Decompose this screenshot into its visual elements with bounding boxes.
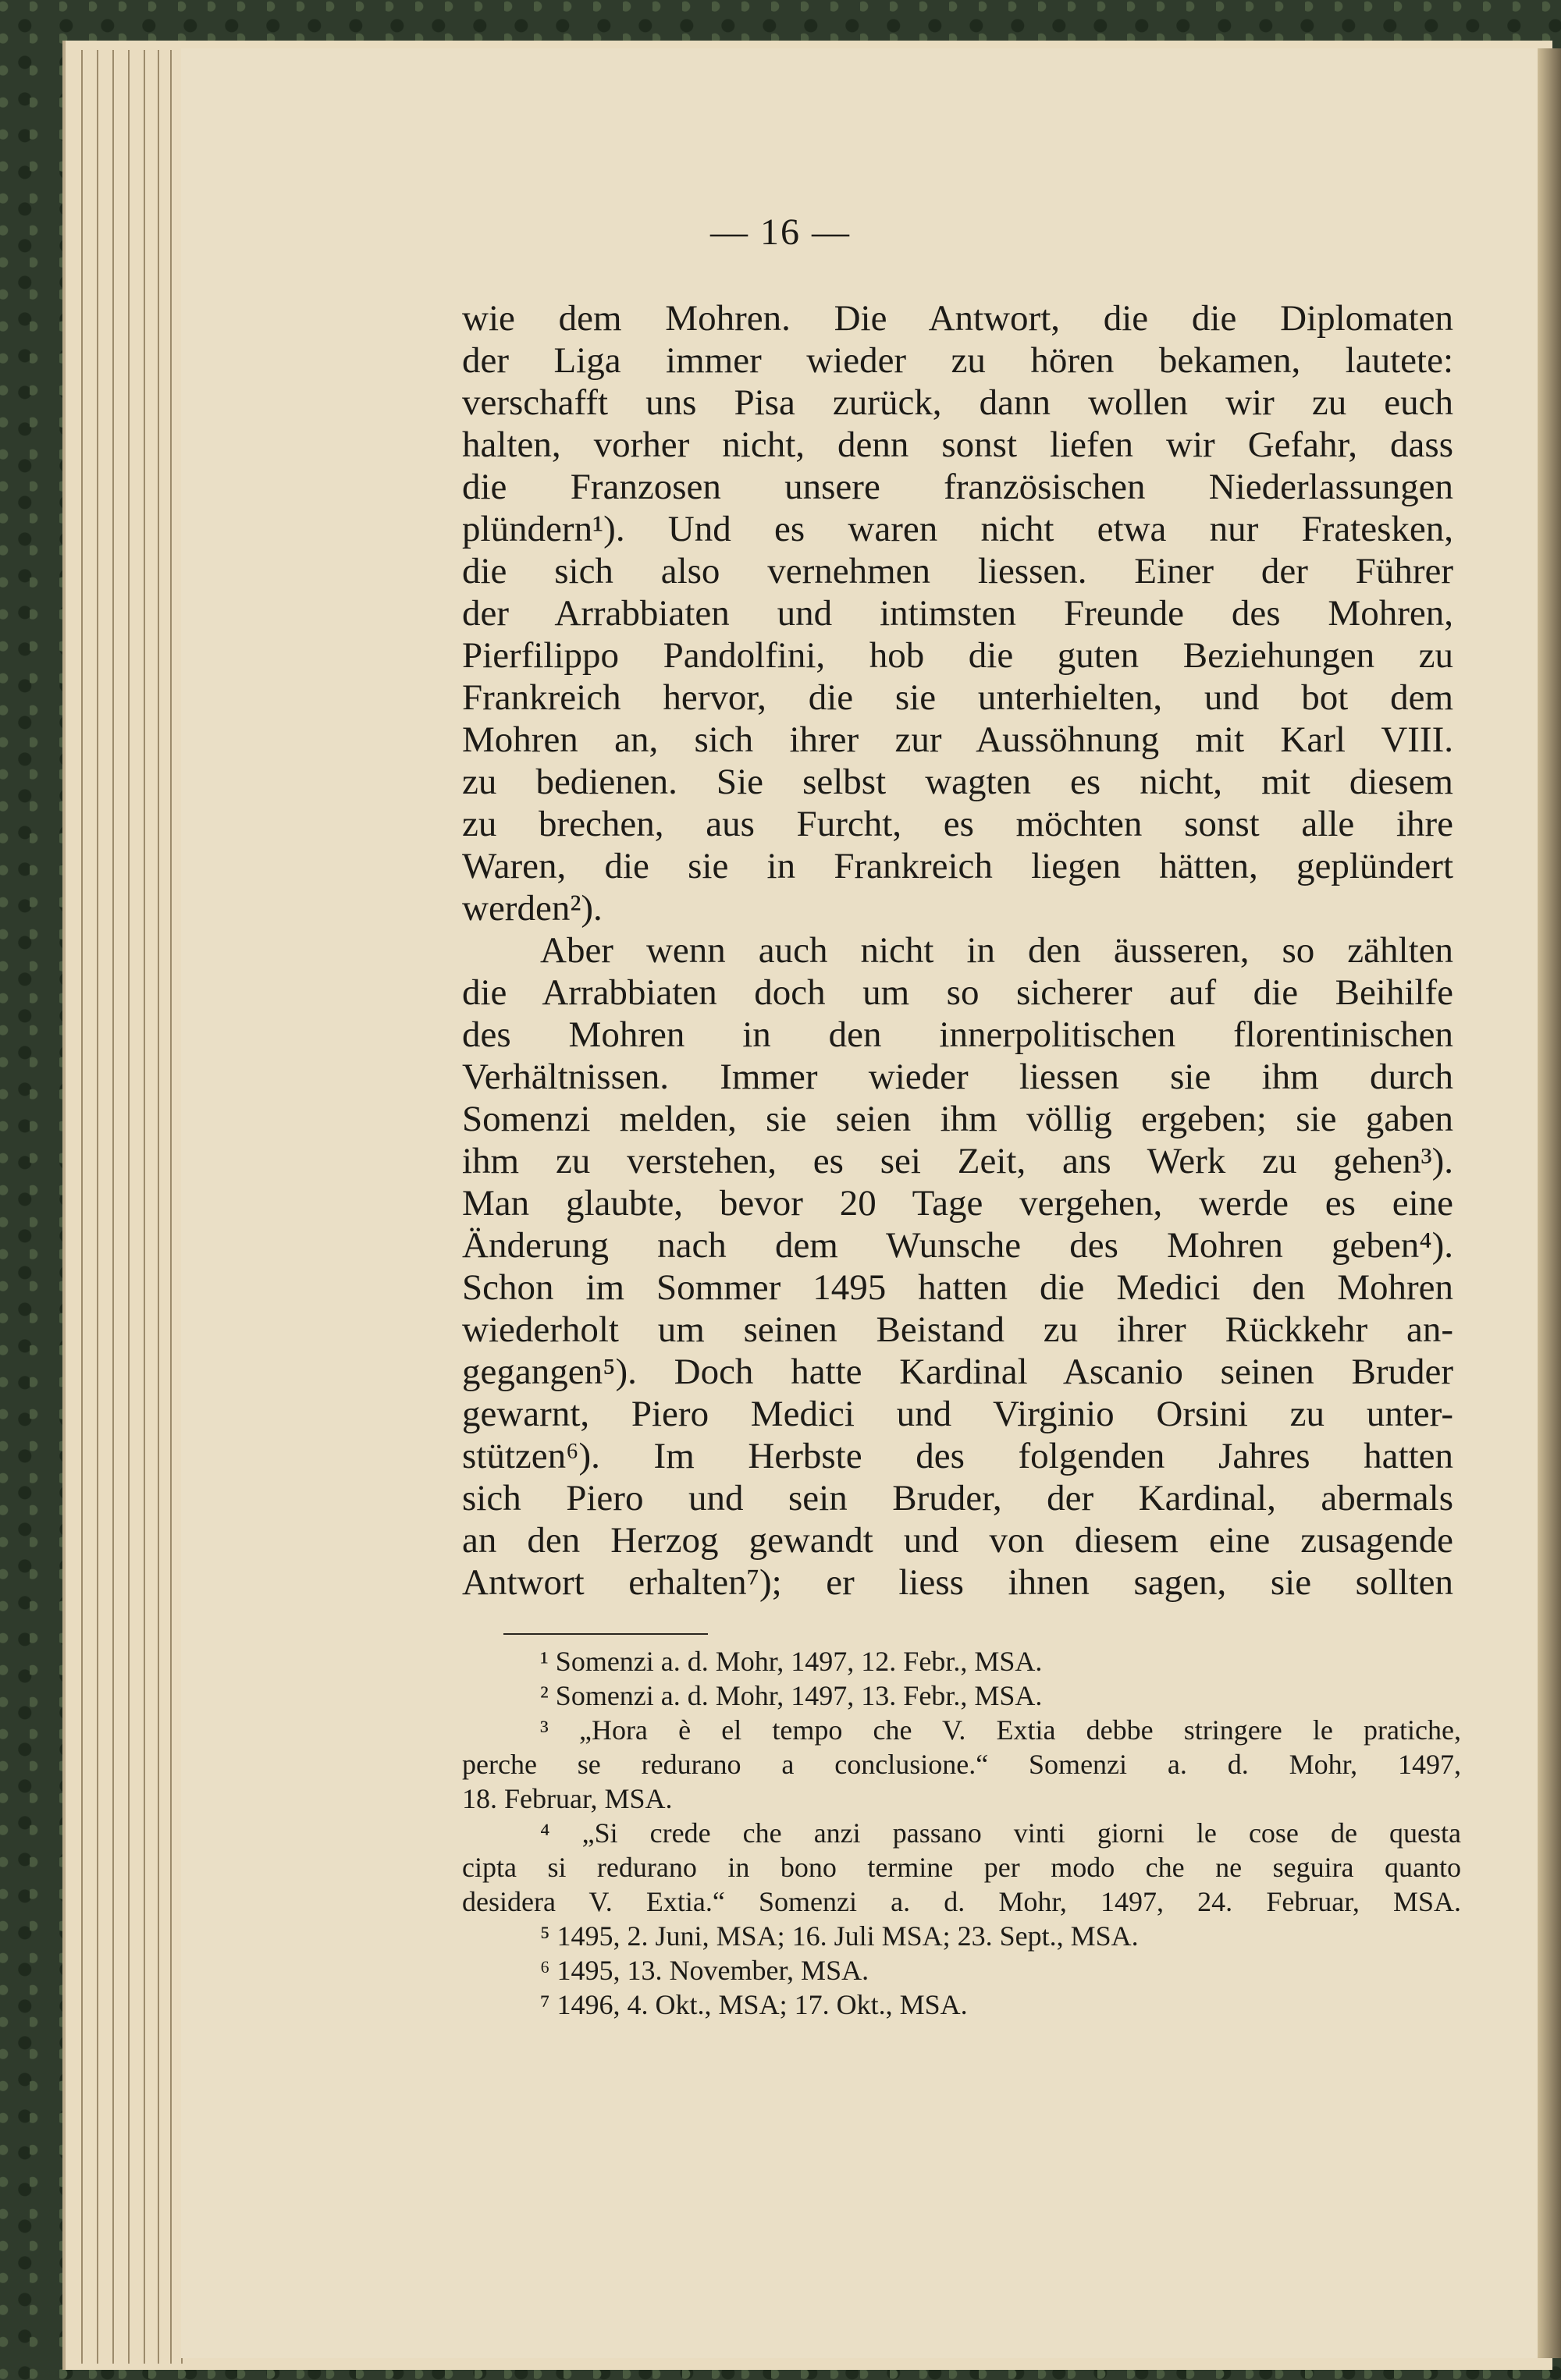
text-line: Mohren an, sich ihrer zur Aussöhnung mit Karl VIII. <box>462 719 1453 760</box>
footnote-line: ⁷ 1496, 4. Okt., MSA; 17. Okt., MSA. <box>540 1989 968 2020</box>
text-line: Verhältnissen. Immer wieder liessen sie ihm durch <box>462 1057 1453 1097</box>
text-line: die Franzosen unsere französischen Niederlassungen <box>462 467 1453 507</box>
footnote-line: desidera V. Extia.“ Somenzi a. d. Mohr, 1497, 24. Februar, MSA. <box>462 1886 1461 1917</box>
footnote-line: ¹ Somenzi a. d. Mohr, 1497, 12. Febr., MSA. <box>540 1646 1043 1677</box>
footnote-line: ² Somenzi a. d. Mohr, 1497, 13. Febr., MSA. <box>540 1680 1043 1711</box>
page-edge-line <box>112 50 114 2364</box>
text-line: Antwort erhalten⁷); er liess ihnen sagen, sie sollten <box>462 1562 1453 1603</box>
page-edge-line <box>97 50 98 2364</box>
text-line: plündern¹). Und es waren nicht etwa nur Fratesken, <box>462 509 1453 549</box>
text-line: Man glaubte, bevor 20 Tage vergehen, werde es eine <box>462 1183 1453 1224</box>
text-line: zu brechen, aus Furcht, es möchten sonst alle ihre <box>462 804 1453 844</box>
text-line: der Arrabbiaten und intimsten Freunde des Mohren, <box>462 593 1453 634</box>
main-text <box>462 297 1453 1604</box>
page-edge-line <box>81 50 83 2364</box>
text-line: an den Herzog gewandt und von diesem eine zusagende <box>462 1520 1453 1561</box>
footnote-line: ⁶ 1495, 13. November, MSA. <box>540 1955 869 1986</box>
text-line: sich Piero und sein Bruder, der Kardinal, abermals <box>462 1478 1453 1519</box>
text-line: halten, vorher nicht, denn sonst liefen wir Gefahr, dass <box>462 424 1453 465</box>
footnote-line: 18. Februar, MSA. <box>462 1783 673 1814</box>
footnote-line: ³ „Hora è el tempo che V. Extia debbe stringere le pratiche, <box>540 1714 1461 1746</box>
text-line: stützen⁶). Im Herbste des folgenden Jahres hatten <box>462 1436 1453 1476</box>
page-right-edge <box>1538 48 1561 2358</box>
text-line: Somenzi melden, sie seien ihm völlig ergeben; sie gaben <box>462 1099 1453 1139</box>
text-line: zu bedienen. Sie selbst wagten es nicht, mit diesem <box>462 762 1453 802</box>
footnote-separator <box>503 1633 708 1635</box>
text-line: ihm zu verstehen, es sei Zeit, ans Werk zu gehen³). <box>462 1141 1453 1181</box>
footnote-line: ⁵ 1495, 2. Juni, MSA; 16. Juli MSA; 23. Sept., MSA. <box>540 1920 1139 1952</box>
footnotes <box>462 1644 1461 2022</box>
text-line: die Arrabbiaten doch um so sicherer auf die Beihilfe <box>462 972 1453 1013</box>
text-line: gegangen⁵). Doch hatte Kardinal Ascanio seinen Bruder <box>462 1352 1453 1392</box>
text-line: Änderung nach dem Wunsche des Mohren geben⁴). <box>462 1225 1453 1266</box>
text-line: Pierfilippo Pandolfini, hob die guten Beziehungen zu <box>462 635 1453 676</box>
text-line: Schon im Sommer 1495 hatten die Medici den Mohren <box>462 1267 1453 1308</box>
text-line: die sich also vernehmen liessen. Einer der Führer <box>462 551 1453 591</box>
text-line: werden²). <box>462 888 603 929</box>
page-number: — 16 — <box>710 211 851 253</box>
page-edge-line <box>170 50 172 2364</box>
text-line: des Mohren in den innerpolitischen florentinischen <box>462 1014 1453 1055</box>
page-edge-line <box>128 50 130 2364</box>
footnote-line: cipta si redurano in bono termine per modo che ne seguira quanto <box>462 1852 1461 1883</box>
text-line: der Liga immer wieder zu hören bekamen, lautete: <box>462 340 1453 381</box>
page-edge-line <box>158 50 159 2364</box>
page-edge-line <box>144 50 145 2364</box>
footnote-line: perche se redurano a conclusione.“ Somenzi a. d. Mohr, 1497, <box>462 1749 1461 1780</box>
text-line: wie dem Mohren. Die Antwort, die die Diplomaten <box>462 298 1453 339</box>
text-line: verschafft uns Pisa zurück, dann wollen wir zu euch <box>462 382 1453 423</box>
text-line: Waren, die sie in Frankreich liegen hätten, geplündert <box>462 846 1453 886</box>
text-line: gewarnt, Piero Medici und Virginio Orsini zu unter- <box>462 1394 1453 1434</box>
text-line: Frankreich hervor, die sie unterhielten, und bot dem <box>462 677 1453 718</box>
text-line: Aber wenn auch nicht in den äusseren, so zählten <box>540 930 1453 971</box>
footnote-line: ⁴ „Si crede che anzi passano vinti giorni le cose de questa <box>540 1817 1461 1849</box>
text-line: wiederholt um seinen Beistand zu ihrer Rückkehr an- <box>462 1309 1453 1350</box>
